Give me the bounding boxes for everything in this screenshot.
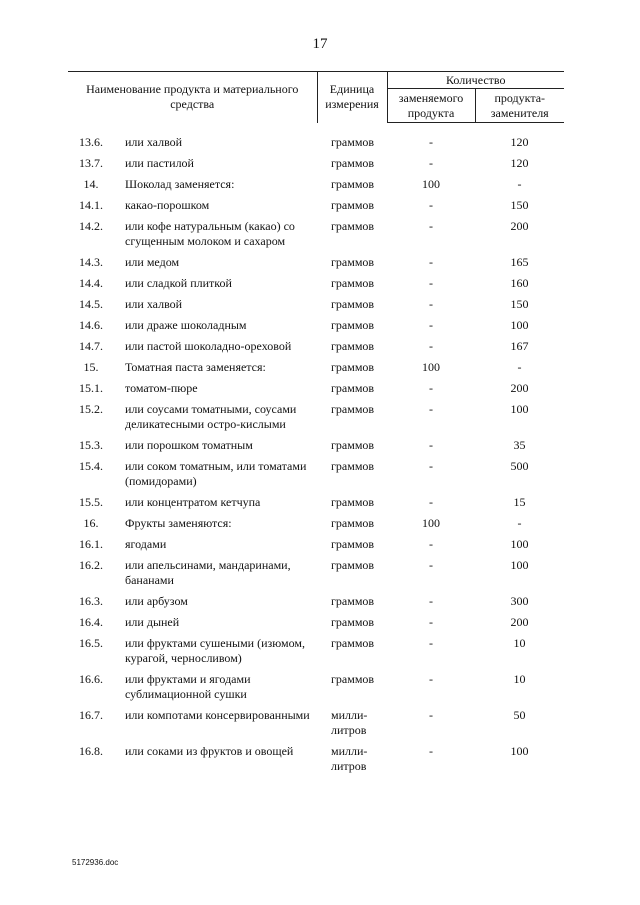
cell-replaced: - [429,318,433,332]
cell-replaced: - [429,198,433,212]
cell-substitute: - [517,177,522,191]
cell-substitute: 300 [510,594,529,608]
cell-name [68,381,317,402]
cell-substitute: 200 [510,381,529,395]
row-number: 16. [83,516,99,530]
cell-replaced: - [429,636,433,650]
cell-replaced: - [429,339,433,353]
cell-substitute: 167 [510,339,529,353]
table-row [68,594,564,615]
cell-replaced: - [429,708,433,722]
cell-replaced: - [429,438,433,452]
cell-substitute: 165 [510,255,529,269]
cell-unit: граммов [331,495,375,509]
row-number: 16.1. [79,537,103,551]
cell-substitute: 120 [510,135,529,149]
cell-name [68,516,317,537]
table-row [68,198,564,219]
cell-substitute: 200 [510,615,529,629]
header-replaced: заменяемого продукта [387,89,475,123]
cell-replaced: - [429,255,433,269]
table-row [68,135,564,156]
row-number: 14.7. [79,339,103,353]
product-name: или фруктами сушеными (изюмом, курагой, черносливом) [125,636,306,665]
cell-substitute: 100 [510,744,529,758]
cell-name [68,402,317,438]
cell-replaced: - [429,558,433,572]
product-name: какао-порошком [125,198,210,212]
table-row [68,708,564,744]
cell-name [68,339,317,360]
page-number: 17 [312,36,328,52]
row-number: 14.3. [79,255,103,269]
table-row [68,177,564,198]
table-row [68,156,564,177]
table-row [68,276,564,297]
cell-replaced: - [429,219,433,233]
cell-unit: граммов [331,438,375,452]
row-number: 14. [83,177,99,191]
table-row [68,636,564,672]
cell-replaced: - [429,297,433,311]
cell-name [68,708,317,744]
cell-unit: граммов [331,198,375,212]
header-quantity: Количество [387,72,564,89]
cell-unit: граммов [331,636,375,650]
cell-name [68,672,317,708]
table-row [68,459,564,495]
cell-substitute: - [517,360,522,374]
header-unit: Единица измерения [317,72,387,123]
cell-unit: милли-литров [331,744,368,773]
product-name: или халвой [125,135,183,149]
cell-substitute: 120 [510,156,529,170]
cell-name [68,360,317,381]
table-row [68,672,564,708]
cell-name [68,495,317,516]
row-number: 14.6. [79,318,103,332]
row-number: 13.7. [79,156,103,170]
cell-replaced: - [429,135,433,149]
cell-unit: милли-литров [331,708,368,737]
table-row [68,537,564,558]
cell-replaced: - [429,594,433,608]
product-name: или фруктами и ягодами сублимационной сушки [125,672,251,701]
product-name: или апельсинами, мандаринами, бананами [125,558,291,587]
cell-name [68,255,317,276]
cell-unit: граммов [331,672,375,686]
cell-unit: граммов [331,615,375,629]
cell-unit: граммов [331,156,375,170]
product-name: или халвой [125,297,183,311]
cell-unit: граммов [331,177,375,191]
table-row [68,495,564,516]
product-name: или соусами томатными, соусами деликатесными остро-кислыми [125,402,297,431]
cell-name [68,318,317,339]
cell-name [68,438,317,459]
table-row [68,516,564,537]
cell-replaced: - [429,495,433,509]
table-row [68,297,564,318]
product-name: или медом [125,255,180,269]
substitution-table [68,71,564,780]
cell-name [68,177,317,198]
row-number: 14.5. [79,297,103,311]
table-row [68,381,564,402]
row-number: 16.6. [79,672,103,686]
product-name: или арбузом [125,594,188,608]
cell-name [68,198,317,219]
table-row [68,402,564,438]
row-number: 16.3. [79,594,103,608]
cell-unit: граммов [331,255,375,269]
cell-replaced: 100 [422,360,440,374]
cell-replaced: - [429,381,433,395]
row-number: 15.3. [79,438,103,452]
cell-substitute: 100 [510,318,529,332]
cell-unit: граммов [331,459,375,473]
row-number: 14.2. [79,219,103,233]
footer-filename: 5172936.doc [72,858,119,867]
row-number: 13.6. [79,135,103,149]
cell-name [68,276,317,297]
product-name: или драже шоколадным [125,318,247,332]
cell-substitute: 50 [513,708,526,722]
row-number: 16.4. [79,615,103,629]
product-name: Томатная паста заменяется: [125,360,266,374]
product-name: или сладкой плиткой [125,276,232,290]
product-name: или пастилой [125,156,194,170]
cell-unit: граммов [331,558,375,572]
cell-substitute: 100 [510,402,529,416]
table-row [68,255,564,276]
product-name: Шоколад заменяется: [125,177,235,191]
cell-replaced: 100 [422,177,440,191]
cell-substitute: 160 [510,276,529,290]
cell-substitute: 150 [510,297,529,311]
product-name: или дыней [125,615,180,629]
product-name: или концентратом кетчупа [125,495,261,509]
cell-unit: граммов [331,318,375,332]
cell-unit: граммов [331,537,375,551]
cell-replaced: - [429,156,433,170]
cell-unit: граммов [331,219,375,233]
row-number: 15.1. [79,381,103,395]
cell-name [68,744,317,780]
cell-name [68,558,317,594]
product-name: ягодами [125,537,167,551]
table-row [68,615,564,636]
cell-name [68,615,317,636]
cell-substitute: 10 [513,636,526,650]
table-row [68,744,564,780]
cell-replaced: - [429,459,433,473]
cell-substitute: 200 [510,219,529,233]
cell-unit: граммов [331,381,375,395]
cell-replaced: - [429,276,433,290]
row-number: 14.1. [79,198,103,212]
product-name: или компотами консервированными [125,708,310,722]
cell-substitute: - [517,516,522,530]
cell-name [68,156,317,177]
product-name: или соками из фруктов и овощей [125,744,294,758]
table-row [68,360,564,381]
table-row [68,558,564,594]
product-name: или кофе натуральным (какао) со сгущенным молоком и сахаром [125,219,295,248]
cell-substitute: 500 [510,459,529,473]
header-name: Наименование продукта и материального средства [68,72,317,123]
product-name: или порошком томатным [125,438,253,452]
cell-replaced: - [429,402,433,416]
row-number: 15.2. [79,402,103,416]
table-row [68,339,564,360]
cell-unit: граммов [331,402,375,416]
cell-substitute: 100 [510,558,529,572]
cell-replaced: - [429,744,433,758]
cell-replaced: - [429,615,433,629]
cell-unit: граммов [331,297,375,311]
cell-replaced: 100 [422,516,440,530]
table-row [68,219,564,255]
cell-unit: граммов [331,135,375,149]
cell-unit: граммов [331,516,375,530]
table-row [68,438,564,459]
cell-name [68,459,317,495]
row-number: 14.4. [79,276,103,290]
row-number: 15.5. [79,495,103,509]
cell-name [68,636,317,672]
cell-substitute: 150 [510,198,529,212]
cell-name [68,219,317,255]
row-number: 16.5. [79,636,103,650]
row-number: 16.8. [79,744,103,758]
cell-name [68,135,317,156]
table-body [68,123,564,781]
cell-substitute: 15 [513,495,526,509]
cell-unit: граммов [331,276,375,290]
product-name: томатом-пюре [125,381,198,395]
cell-unit: граммов [331,594,375,608]
product-name: Фрукты заменяются: [125,516,232,530]
row-number: 15.4. [79,459,103,473]
cell-replaced: - [429,672,433,686]
cell-substitute: 100 [510,537,529,551]
cell-name [68,594,317,615]
cell-name [68,297,317,318]
product-name: или пастой шоколадно-ореховой [125,339,292,353]
cell-name [68,537,317,558]
row-number: 16.7. [79,708,103,722]
table-row [68,318,564,339]
product-name: или соком томатным, или томатами (помидорами) [125,459,307,488]
row-number: 15. [83,360,99,374]
cell-unit: граммов [331,339,375,353]
cell-unit: граммов [331,360,375,374]
cell-replaced: - [429,537,433,551]
cell-substitute: 10 [513,672,526,686]
header-substitute: продукта-заменителя [475,89,564,123]
cell-substitute: 35 [513,438,526,452]
row-number: 16.2. [79,558,103,572]
